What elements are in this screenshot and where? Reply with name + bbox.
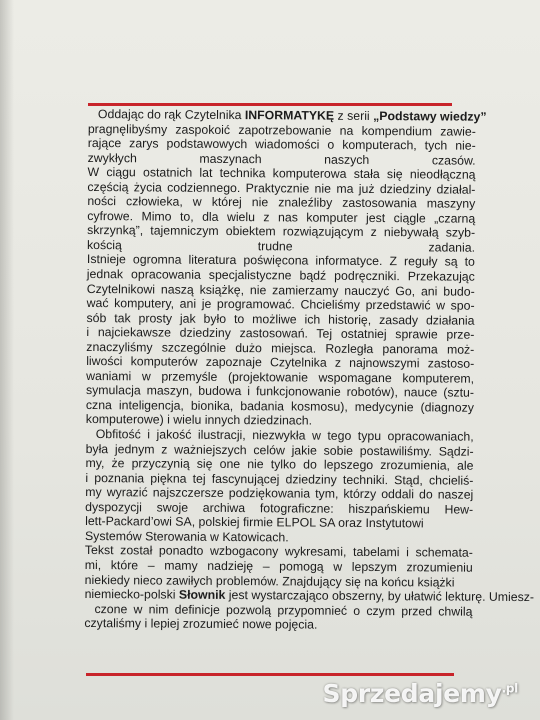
text-line: niemiecko-polski Słownik jest wystarczająco obszerny, by ułatwić lekturę. Umiesz-	[84, 587, 535, 605]
text-line: W ciągu ostatnich lat technika komputerowa stała się nieodłączną	[87, 165, 476, 182]
text-line: skrzynką”, tajemniczym obiektem rozwiązującym z niebywałą szyb-	[87, 223, 476, 241]
text-line: czna inteligencja, bionika, badania kosmosu), medycynie (diagnozy	[85, 397, 474, 415]
text-line: i poznania piękna tej fascynującej dziedziny techniki. Stąd, chcieliś-	[85, 470, 474, 488]
text-line: sób tak prosty jak było to możliwe ich historię, zasady działania	[86, 310, 475, 328]
text-line: pragnęlibyśmy zaspokoić zapotrzebowanie na kompendium zawie-	[87, 121, 476, 139]
text-line: wać komputery, ani je programować. Chcieliśmy przedstawić w spo-	[86, 296, 475, 313]
text-line: rające zarys podstawowych wiadomości o komputerach, tych nie-	[87, 136, 476, 153]
text-line: czytaliśmy i lepiej zrozumieć nowe pojęcia.	[84, 616, 318, 632]
text-line: cyfrowe. Mimo to, dla wielu z nas komputer jest ciągle „czarną	[87, 208, 476, 226]
text-line: symulacja maszyn, budowa i funkcjonowanie robotów), nauce (sztu-	[85, 383, 475, 401]
text-line: kością trudne zadania.	[86, 237, 476, 255]
text-line: Tekst został ponadto wzbogacony wykresami, tabelami i schemata-	[84, 543, 473, 561]
text-line: mi, które – mamy nadzieję – pomogą w lepszym zrozumieniu	[84, 557, 473, 575]
text-line: zwykłych maszynach naszych czasów.	[87, 150, 476, 168]
text-line: Systemów Sterowania w Katowicach.	[84, 528, 289, 545]
text-line: liwości komputerów zapoznaje Czytelnika z najnowszymi zastoso-	[86, 354, 475, 371]
watermark-logo: Sprzedajemy$^{.pl}$	[322, 679, 518, 708]
text-line: Istnieje ogromna literatura poświęcona informatyce. Z reguły są to	[86, 252, 475, 270]
bottom-red-rule	[86, 673, 454, 676]
text-line: dyspozycji swoje archiwa fotograficzne: hiszpańskiemu Hew-	[85, 499, 474, 517]
text-line: lett-Packard’owi SA, polskiej firmie ELPOL SA oraz Instytutowi	[85, 514, 424, 531]
page-shadow	[0, 0, 14, 720]
text-line: częścią życia codziennego. Praktycznie nie ma już dziedziny działal-	[87, 179, 476, 197]
text-line: czone w nim definicje pozwolą przypomnieć o czym przed chwilą	[94, 601, 473, 619]
text-line: i najciekawsze dziedziny zastosowań. Tej ostatniej sprawie prze-	[86, 325, 475, 342]
text-line: my wyrazić najszczersze podziękowania tym, którzy oddali do naszej	[85, 485, 474, 502]
text-line: komputerowe) i wielu innych dziedzinach.	[85, 412, 313, 429]
text-line: Oddając do rąk Czytelnika INFORMATYKĘ z serii „Podstawy wiedzy”	[97, 107, 487, 124]
text-line: Czytelnikowi naszą książkę, nie zamierzamy nauczyć Go, ani budo-	[86, 281, 475, 299]
top-red-rule	[88, 103, 452, 106]
text-line: jednak opracowania specjalistyczne bądź podręczniki. Przekazując	[86, 267, 475, 284]
text-line: ności człowieka, w której nie znaleźliby zastosowania maszyny	[87, 194, 476, 211]
preface-text	[84, 107, 535, 633]
text-line: była jednym z ważniejszych celów jakie sobie postawiliśmy. Sądzi-	[85, 441, 474, 459]
text-line: waniami w przemyśle (projektowanie wspomagane komputerem,	[86, 368, 475, 386]
text-line: my, że przyczynią się one nie tylko do lepszego zrozumienia, ale	[85, 456, 474, 473]
text-line: niekiedy nieco zawiłych problemów. Znajdujący się na końcu książki	[84, 572, 455, 590]
text-line: znaczyliśmy szczególnie dużo miejsca. Rozległa panorama moż-	[86, 339, 475, 357]
text-line: Obfitość i jakość ilustracji, niezwykła w tego typu opracowaniach,	[95, 427, 474, 444]
